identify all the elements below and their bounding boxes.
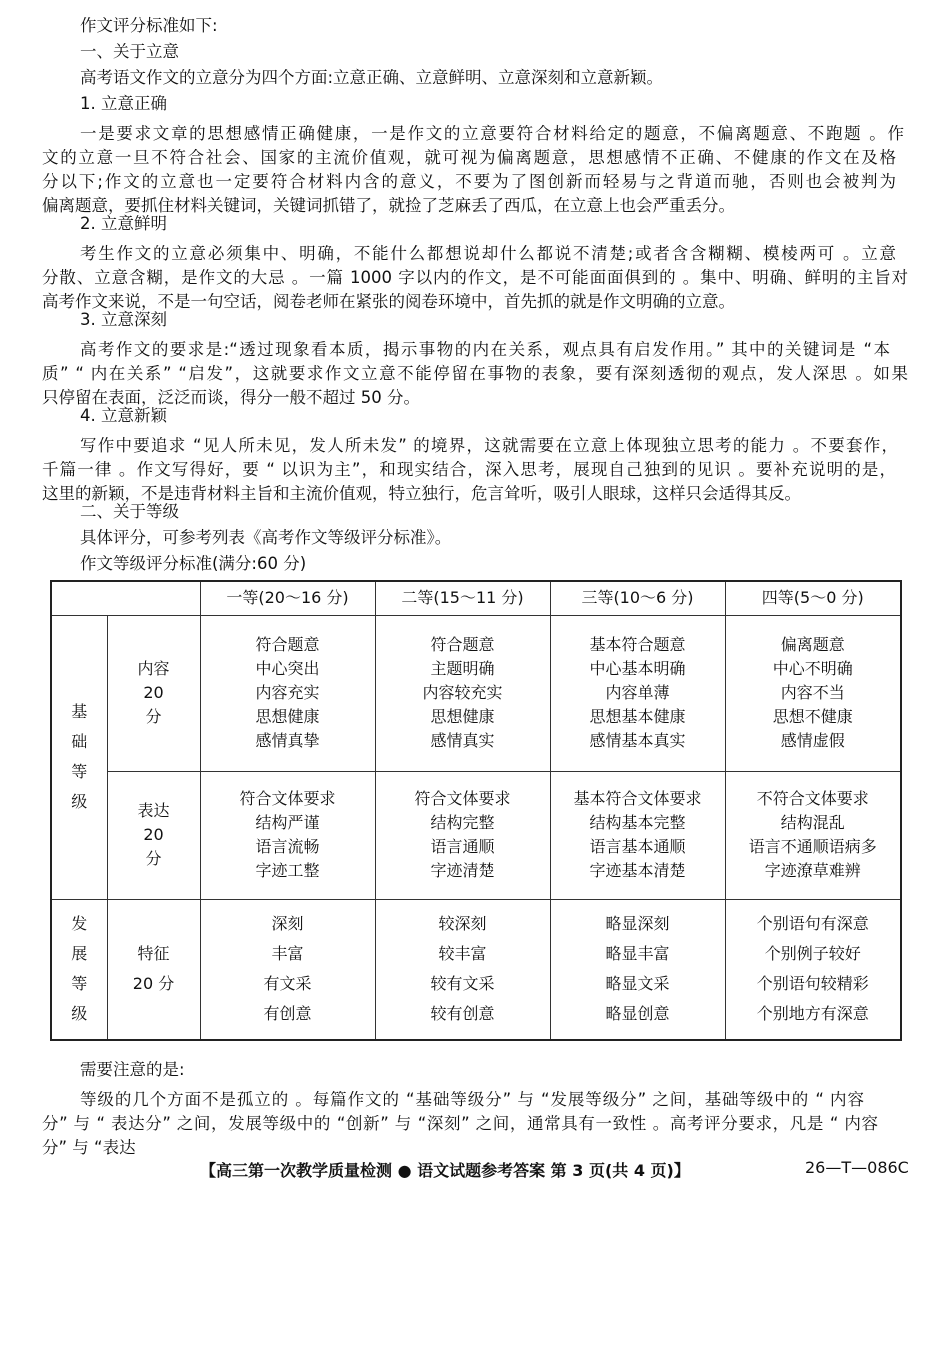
section-paragraph: 高考语文作文的立意分为四个方面:立意正确、立意鲜明、立意深刻和立意新颖。: [80, 68, 664, 87]
paragraph-line: 偏离题意，要抓住材料关键词，关键词抓错了，就捡了芝麻丢了西瓜，在立意上也会严重丢分。: [42, 196, 735, 215]
header-empty-cell: [51, 581, 200, 615]
subsection-title: 2. 立意鲜明: [80, 214, 167, 233]
page-footer: 【高三第一次教学质量检测 ● 语文试题参考答案 第 3 页(共 4 页)】: [200, 1161, 690, 1180]
subsection-title: 4. 立意新颖: [80, 406, 167, 425]
document-code: 26—T—086C: [805, 1158, 909, 1177]
content-row: [51, 615, 901, 771]
paragraph-line: 千篇一律 。作文写得好，要 “ 以识为主”，和现实结合，深入思考，展现自己独到的见识 。要补充说明的是，: [42, 460, 896, 479]
paragraph-line: 只停留在表面，泛泛而谈，得分一般不超过 50 分。: [42, 388, 420, 407]
paragraph-line: 分以下;作文的立意也一定要符合材料内含的意义，不要为了图创新而轻易与之背道而驰，否则也会被判为: [42, 172, 896, 191]
content-cell-grade-4: 偏离题意 中心不明确 内容不当 思想不健康 感情虚假: [725, 615, 901, 771]
expression-cell-grade-3: 基本符合文体要求 结构基本完整 语言基本通顺 字迹基本清楚: [550, 771, 725, 899]
note-title: 需要注意的是:: [80, 1060, 185, 1079]
feature-label: 特征 20 分: [107, 899, 200, 1040]
content-cell-grade-3: 基本符合题意 中心基本明确 内容单薄 思想基本健康 感情基本真实: [550, 615, 725, 771]
subsection-title: 1. 立意正确: [80, 94, 167, 113]
header-grade-1: 一等(20～16 分): [200, 581, 375, 615]
header-grade-2: 二等(15～11 分): [375, 581, 550, 615]
section-title-liyi: 一、关于立意: [80, 42, 179, 61]
subsection-title: 3. 立意深刻: [80, 310, 167, 329]
expression-cell-grade-2: 符合文体要求 结构完整 语言通顺 字迹清楚: [375, 771, 550, 899]
note-line: 分” 与 “表达: [42, 1138, 136, 1157]
paragraph-line: 高考作文的要求是:“透过现象看本质，揭示事物的内在关系，观点具有启发作用。” 其中的关键词是 “本: [80, 340, 890, 359]
grading-table: [50, 580, 902, 1041]
paragraph-line: 这里的新颖，不是违背材料主旨和主流价值观，特立独行，危言耸听，吸引人眼球，这样只会适得其反。: [42, 484, 801, 503]
paragraph-line: 分散、立意含糊，是作文的大忌 。一篇 1000 字以内的作文，是不可能面面俱到的 。集中、明确、鲜明的主旨对: [42, 268, 908, 287]
paragraph-line: 文的立意一旦不符合社会、国家的主流价值观，就可视为偏离题意，思想感情不正确、不健康的作文在及格: [42, 148, 896, 167]
note-line: 分” 与 “ 表达分” 之间，发展等级中的 “创新” 与 “深刻” 之间，通常具有一致性 。高考评分要求，凡是 “ 内容: [42, 1114, 878, 1133]
content-label: 内容 20 分: [107, 615, 200, 771]
paragraph-line: 高考作文来说，不是一句空话，阅卷老师在紧张的阅卷环境中，首先抓的就是作文明确的立意。: [42, 292, 735, 311]
paragraph-line: 一是要求文章的思想感情正确健康，一是作文的立意要符合材料给定的题意，不偏离题意、不跑题 。作: [80, 124, 904, 143]
expression-cell-grade-1: 符合文体要求 结构严谨 语言流畅 字迹工整: [200, 771, 375, 899]
paragraph-line: 质” “ 内在关系” “启发”，这就要求作文立意不能停留在事物的表象，要有深刻透彻的观点，发人深思 。如果: [42, 364, 908, 383]
intro-line: 作文评分标准如下:: [80, 16, 218, 35]
expression-cell-grade-4: 不符合文体要求 结构混乱 语言不通顺语病多 字迹潦草难辨: [725, 771, 901, 899]
note-line: 等级的几个方面不是孤立的 。每篇作文的 “基础等级分” 与 “发展等级分” 之间，基础等级中的 “ 内容: [80, 1090, 864, 1109]
paragraph-line: 写作中要追求 “见人所未见，发人所未发” 的境界，这就需要在立意上体现独立思考的能力 。不要套作，: [80, 436, 898, 455]
development-row: [51, 899, 901, 1040]
table-caption: 作文等级评分标准(满分:60 分): [80, 554, 307, 573]
content-cell-grade-1: 符合题意 中心突出 内容充实 思想健康 感情真挚: [200, 615, 375, 771]
table-header-row: [51, 581, 901, 615]
content-cell-grade-2: 符合题意 主题明确 内容较充实 思想健康 感情真实: [375, 615, 550, 771]
development-cell-grade-2: 较深刻 较丰富 较有文采 较有创意: [375, 899, 550, 1040]
paragraph-line: 考生作文的立意必须集中、明确，不能什么都想说却什么都说不清楚;或者含含糊糊、模棱两可 。立意: [80, 244, 896, 263]
development-cell-grade-3: 略显深刻 略显丰富 略显文采 略显创意: [550, 899, 725, 1040]
expression-row: [51, 771, 901, 899]
development-cell-grade-4: 个别语句有深意 个别例子较好 个别语句较精彩 个别地方有深意: [725, 899, 901, 1040]
header-grade-4: 四等(5～0 分): [725, 581, 901, 615]
section-paragraph: 具体评分，可参考列表《高考作文等级评分标准》。: [80, 528, 452, 547]
expression-label: 表达 20 分: [107, 771, 200, 899]
development-level-label: 发 展 等 级: [51, 899, 107, 1040]
development-cell-grade-1: 深刻 丰富 有文采 有创意: [200, 899, 375, 1040]
header-grade-3: 三等(10～6 分): [550, 581, 725, 615]
basic-level-label: 基 础 等 级: [51, 615, 107, 899]
section-title-dengji: 二、关于等级: [80, 502, 179, 521]
